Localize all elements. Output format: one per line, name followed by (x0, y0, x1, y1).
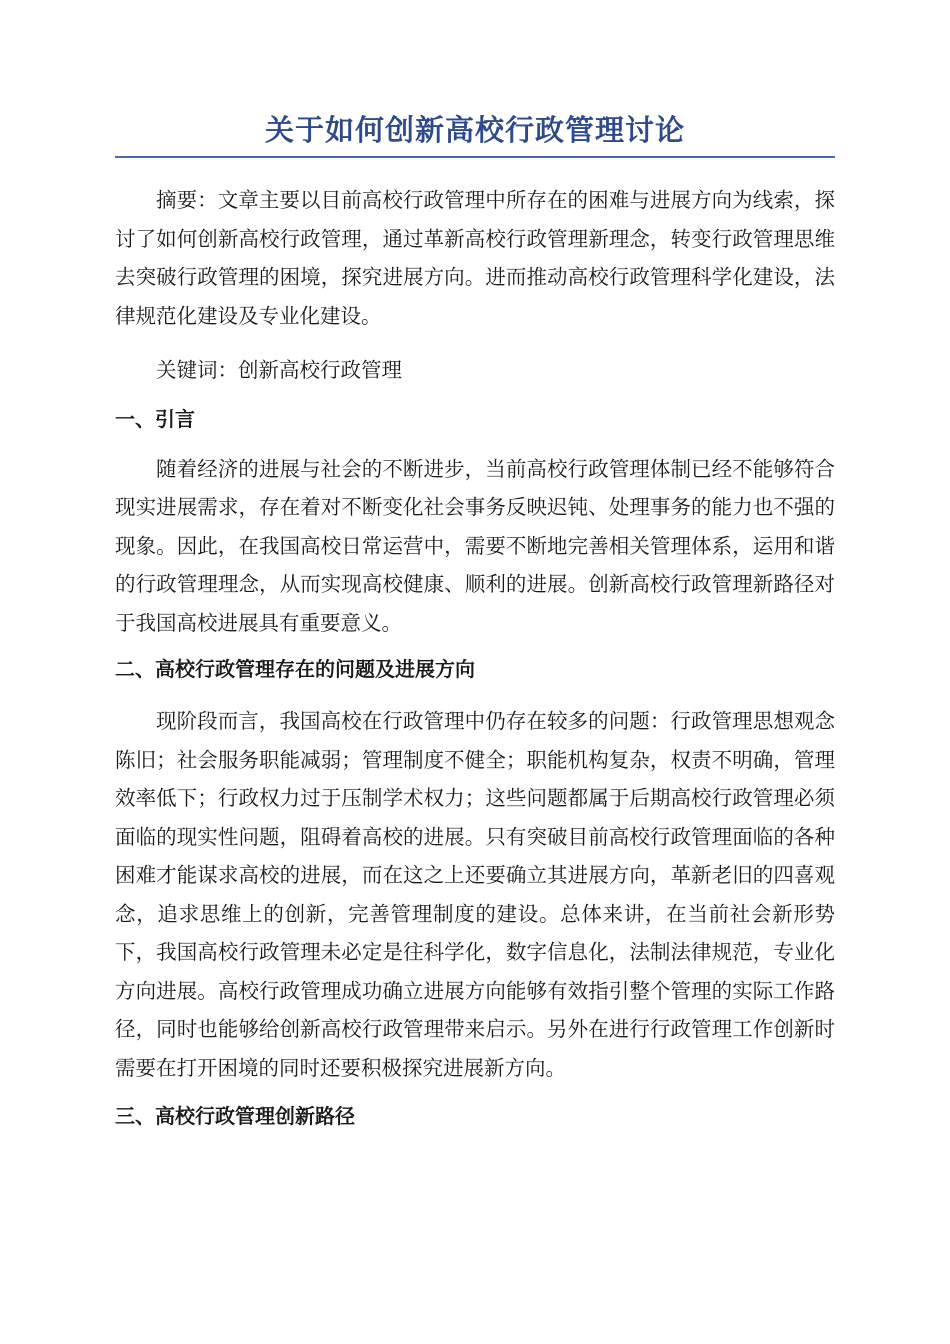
document-title: 关于如何创新高校行政管理讨论 (264, 113, 685, 147)
keywords-paragraph: 关键词：创新高校行政管理 (156, 358, 402, 382)
section-paragraph: 现阶段而言，我国高校在行政管理中仍存在较多的问题：行政管理思想观念陈旧；社会服务职能减弱；管理制度不健全；职能机构复杂，权责不明确，管理效率低下；行政权力过于压制学术权力；这些问题都属于后期高校行政管理必须面临的现实性问题，阻碍着高校的进展。只有突破目前高校行政管理面临的各种困难才能谋求高校的进展，而在这之上还要确立其进展方向，革新老旧的四喜观念，追求思维上的创新，完善管理制度的建设。总体来讲，在当前社会新形势下，我国高校行政管理未必定是往科学化，数字信息化，法制法律规范，专业化方向进展。高校行政管理成功确立进展方向能够有效指引整个管理的实际工作路径，同时也能够给创新高校行政管理带来启示。另外在进行行政管理工作创新时需要在打开困境的同时还要积极探究进展新方向。 (115, 709, 835, 1080)
section-heading-innovation-paths: 三、高校行政管理创新路径 (115, 1104, 355, 1128)
section-heading-introduction: 一、引言 (115, 406, 195, 431)
section-paragraph: 随着经济的进展与社会的不断进步，当前高校行政管理体制已经不能够符合现实进展需求，存在着对不断变化社会事务反映迟钝、处理事务的能力也不强的现象。因此，在我国高校日常运营中，需要不断地完善相关管理体系，运用和谐的行政管理理念，从而实现高校健康、顺利的进展。创新高校行政管理新路径对于我国高校进展具有重要意义。 (115, 456, 835, 635)
abstract-paragraph: 摘要：文章主要以目前高校行政管理中所存在的困难与进展方向为线索，探讨了如何创新高校行政管理，通过革新高校行政管理新理念，转变行政管理思维去突破行政管理的困境，探究进展方向。进而推动高校行政管理科学化建设，法律规范化建设及专业化建设。 (115, 188, 835, 328)
document-page (115, 108, 835, 1131)
section-heading-problems: 二、高校行政管理存在的问题及进展方向 (115, 657, 475, 681)
title-underline (115, 156, 835, 158)
